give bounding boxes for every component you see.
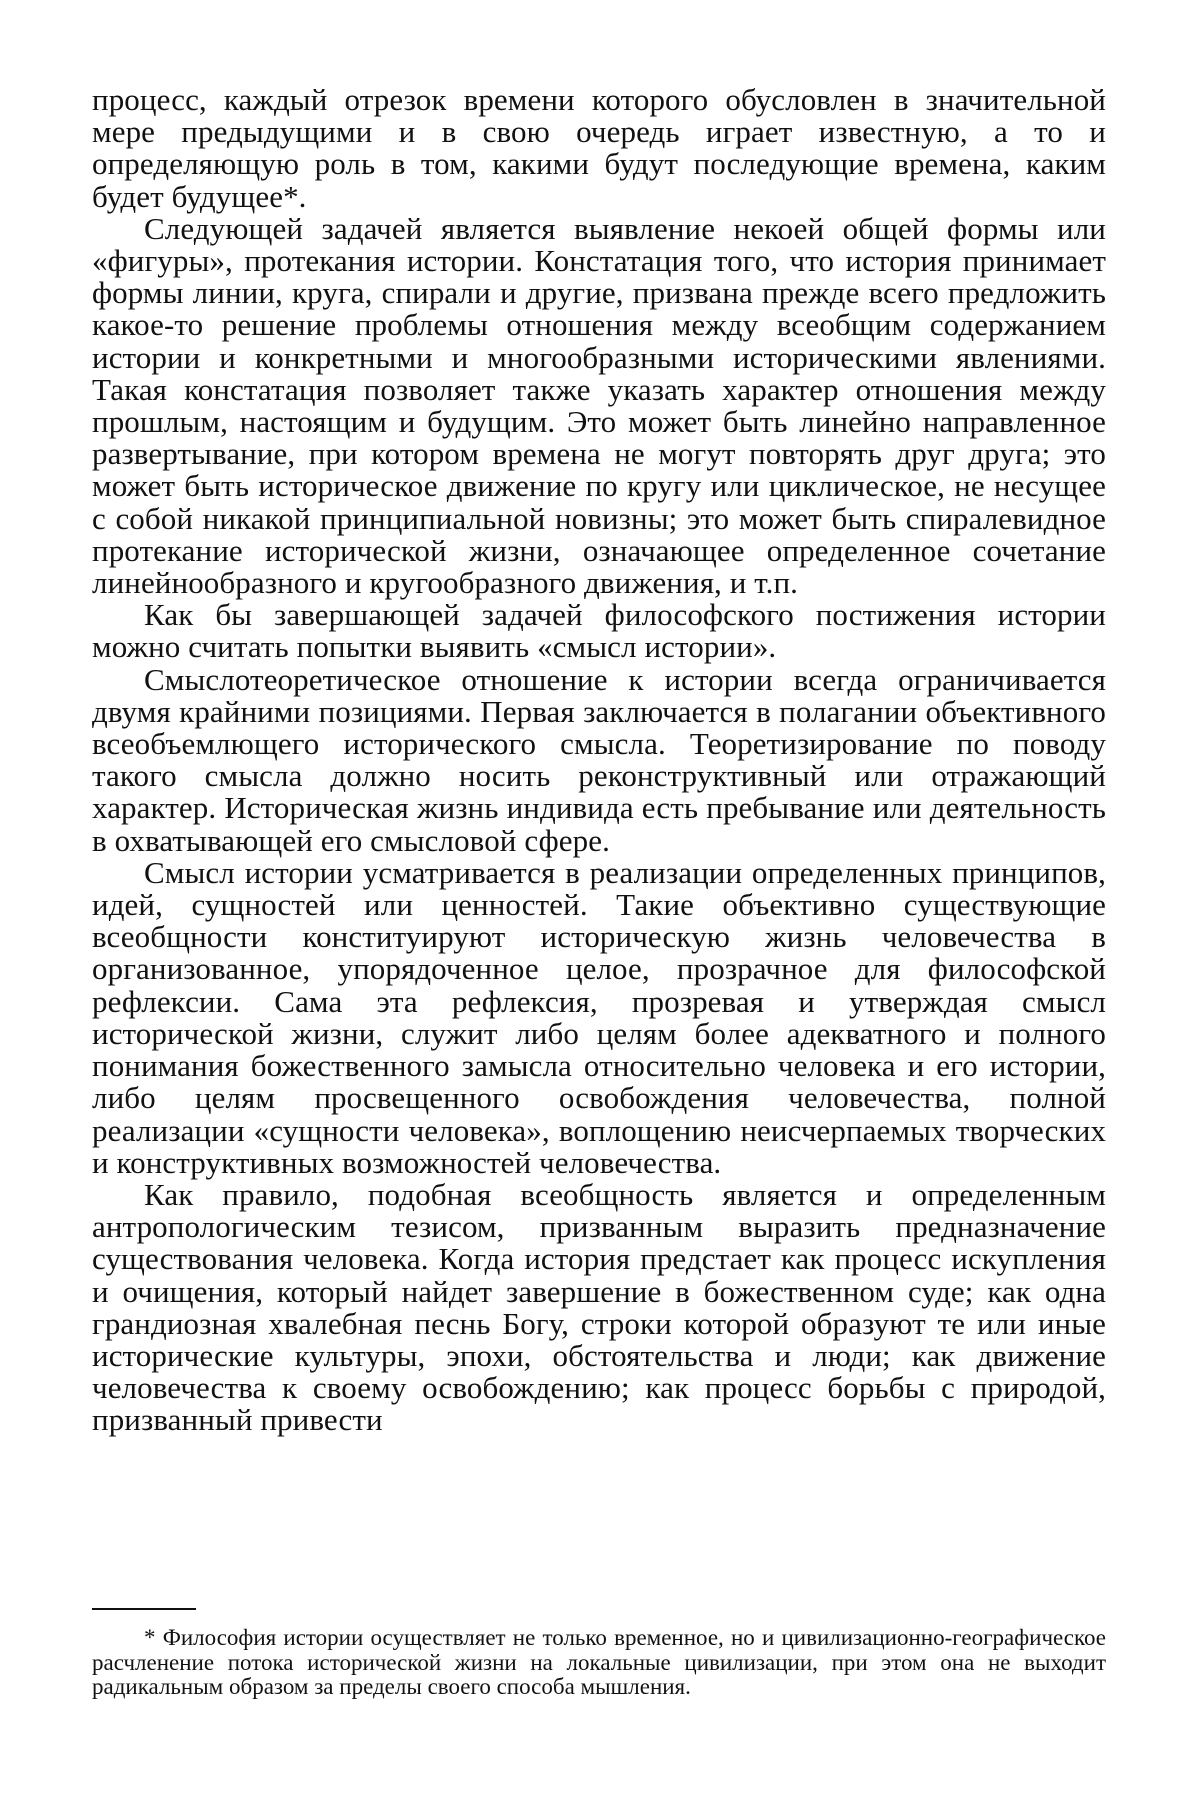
- paragraph-continued: процесс, каждый отрезок времени которого обусловлен в значительной мере предыдущими и в свою очередь играет известную, а то и определяющую роль в том, какими будут последующие времена, каким будет будущее*.: [92, 82, 1106, 214]
- paragraph-objective-universals: Смысл истории усматривается в реализации определенных принципов, идей, сущностей или ценностей. Такие объективно существующие всеобщности конституируют историческую жизнь человечества в организованное, упорядоченное целое, прозрачное для философской рефлексии. Сама эта рефлексия, прозревая и утверждая смысл исторической жизни, служит либо целям более адекватного и полного понимания божественного замысла относительно человека и его истории, либо целям просвещенного освобождения человечества, полной реализации «сущности человека», воплощению неисчерпаемых творческих и конструктивных возможностей человечества.: [92, 854, 1106, 1180]
- body-text: [92, 84, 1106, 1437]
- paragraph-meaning-theory: Смыслотеоретическое отношение к истории всегда ограничивается двумя крайними позициями. Первая заключается в полагании объективного всеобъемлющего исторического смысла. Теоретизирование по поводу такого смысла должно носить реконструктивный или отражающий характер. Историческая жизнь индивида есть пребывание или деятельность в охватывающей его смысловой сфере.: [92, 661, 1106, 858]
- paragraph-figure-of-history: Следующей задачей является выявление некоей общей формы или «фигуры», протекания истории. Констатация того, что история принимает формы линии, круга, спирали и другие, призвана прежде всего предложить какое-то решение проблемы отношения между всеобщим содержанием истории и конкретными и многообразными историческими явлениями. Такая констатация позволяет также указать характер отношения между прошлым, настоящим и будущим. Это может быть линейно направленное развертывание, при котором времена не могут повторять друг друга; это может быть историческое движение по кругу или циклическое, не несущее с собой никакой принципиальной новизны; это может быть спиралевидное протекание исторической жизни, означающее определенное сочетание линейнообразного и кругообразного движения, и т.п.: [92, 210, 1106, 601]
- footnote-divider: [92, 1608, 196, 1610]
- footnote: * Философия истории осуществляет не только временное, но и цивилизационно-географическое расчленение потока исторической жизни на локальные цивилизации, при этом она не выходит радикальным образом за пределы своего способа мышления.: [92, 1625, 1106, 1699]
- paragraph-anthropological-thesis: Как правило, подобная всеобщность является и определенным антропологическим тезисом, призванным выразить предназначение существования человека. Когда история предстает как процесс искупления и очищения, который найдет завершение в божественном суде; как одна грандиозная хвалебная песнь Богу, строки которой образуют те или иные исторические культуры, эпохи, обстоятельства и люди; как движение человечества к своему освобождению; как процесс борьбы с природой, призванный привести: [92, 1176, 1106, 1438]
- paragraph-meaning-of-history: Как бы завершающей задачей философского постижения истории можно считать попытки выявить «смысл истории».: [92, 597, 1106, 665]
